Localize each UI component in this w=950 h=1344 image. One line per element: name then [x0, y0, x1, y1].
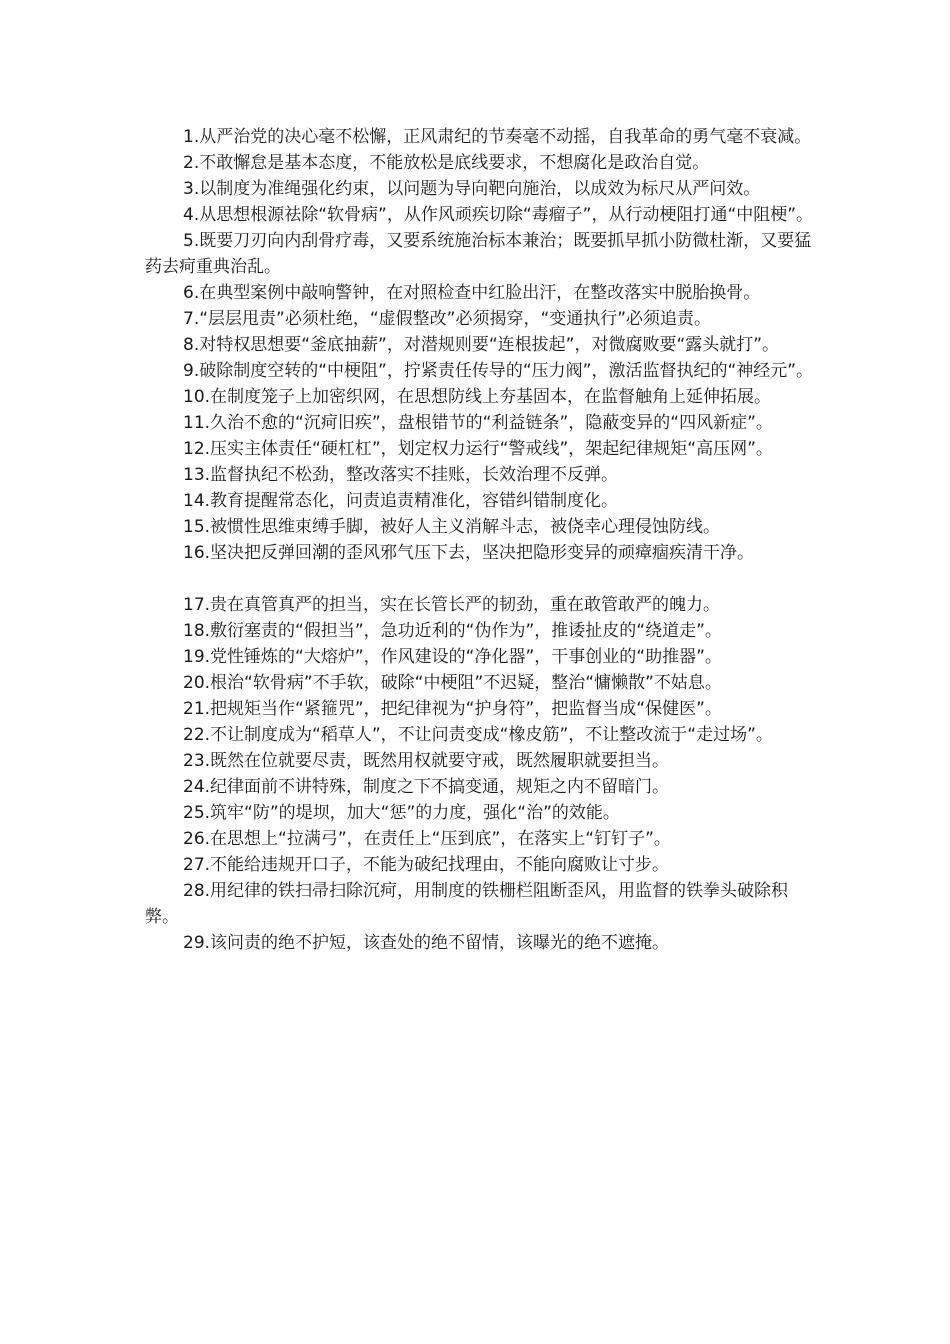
paragraph-19: 19.党性锤炼的“大熔炉”，作风建设的“净化器”，干事创业的“助推器”。	[183, 647, 722, 667]
paragraph-21: 21.把规矩当作“紧箍咒”，把纪律视为“护身符”，把监督当成“保健医”。	[183, 699, 722, 719]
paragraph-12: 12.压实主体责任“硬杠杠”，划定权力运行“警戒线”，架起纪律规矩“高压网”。	[183, 439, 773, 459]
paragraph-3: 3.以制度为准绳强化约束，以问题为导向靶向施治，以成效为标尺从严问效。	[183, 179, 761, 199]
paragraph-28: 28.用纪律的铁扫帚扫除沉疴，用制度的铁栅栏阻断歪风，用监督的铁拳头破除积弊。	[145, 881, 789, 927]
paragraph-14: 14.教育提醒常态化，问责追责精准化，容错纠错制度化。	[183, 491, 619, 511]
paragraph-5: 5.既要刀刃向内刮骨疗毒，又要系统施治标本兼治；既要抓早抓小防微杜渐，又要猛药去疴重典治乱。	[145, 231, 812, 277]
paragraph-1: 1.从严治党的决心毫不松懈，正风肃纪的节奏毫不动摇，自我革命的勇气毫不衰减。	[183, 127, 812, 147]
paragraph-6: 6.在典型案例中敲响警钟，在对照检查中红脸出汗，在整改落实中脱胎换骨。	[183, 283, 761, 303]
paragraph-16: 16.坚决把反弹回潮的歪风邪气压下去，坚决把隐形变异的顽瘴痼疾清干净。	[183, 543, 755, 563]
paragraph-17: 17.贵在真管真严的担当，实在长管长严的韧劲，重在敢管敢严的魄力。	[183, 595, 721, 615]
paragraph-23: 23.既然在位就要尽责，既然用权就要守戒，既然履职就要担当。	[183, 751, 670, 771]
paragraph-8: 8.对特权思想要“釜底抽薪”，对潜规则要“连根拔起”，对微腐败要“露头就打”。	[183, 335, 780, 355]
paragraph-11: 11.久治不愈的“沉疴旧疾”，盘根错节的“利益链条”，隐蔽变异的“四风新症”。	[183, 413, 773, 433]
paragraph-10: 10.在制度笼子上加密织网，在思想防线上夯基固本，在监督触角上延伸拓展。	[183, 387, 772, 407]
paragraph-7: 7.“层层甩责”必须杜绝，“虚假整改”必须揭穿，“变通执行”必须追责。	[183, 309, 712, 329]
paragraph-2: 2.不敢懈怠是基本态度，不能放松是底线要求，不想腐化是政治自觉。	[183, 153, 710, 173]
paragraph-24: 24.纪律面前不讲特殊，制度之下不搞变通，规矩之内不留暗门。	[183, 777, 670, 797]
paragraph-15: 15.被惯性思维束缚手脚，被好人主义消解斗志，被侥幸心理侵蚀防线。	[183, 517, 721, 537]
paragraph-13: 13.监督执纪不松劲，整改落实不挂账，长效治理不反弹。	[183, 465, 619, 485]
paragraph-27: 27.不能给违规开口子，不能为破纪找理由，不能向腐败让寸步。	[183, 855, 670, 875]
paragraph-9: 9.破除制度空转的“中梗阻”，拧紧责任传导的“压力阀”，激活监督执纪的“神经元”。	[183, 361, 814, 381]
paragraph-29: 29.该问责的绝不护短，该查处的绝不留情，该曝光的绝不遮掩。	[183, 933, 670, 953]
paragraph-4: 4.从思想根源祛除“软骨病”，从作风顽疾切除“毒瘤子”，从行动梗阻打通“中阻梗”。	[183, 205, 814, 225]
paragraph-22: 22.不让制度成为“稻草人”，不让问责变成“橡皮筋”，不让整改流于“走过场”。	[183, 725, 773, 745]
paragraph-20: 20.根治“软骨病”不手软，破除“中梗阻”不迟疑，整治“慵懒散”不姑息。	[183, 673, 722, 693]
document-body	[145, 124, 817, 956]
paragraph-25: 25.筑牢“防”的堤坝，加大“惩”的力度，强化“治”的效能。	[183, 803, 620, 823]
paragraph-18: 18.敷衍塞责的“假担当”，急功近利的“伪作为”，推诿扯皮的“绕道走”。	[183, 621, 722, 641]
paragraph-26: 26.在思想上“拉满弓”，在责任上“压到底”，在落实上“钉钉子”。	[183, 829, 671, 849]
